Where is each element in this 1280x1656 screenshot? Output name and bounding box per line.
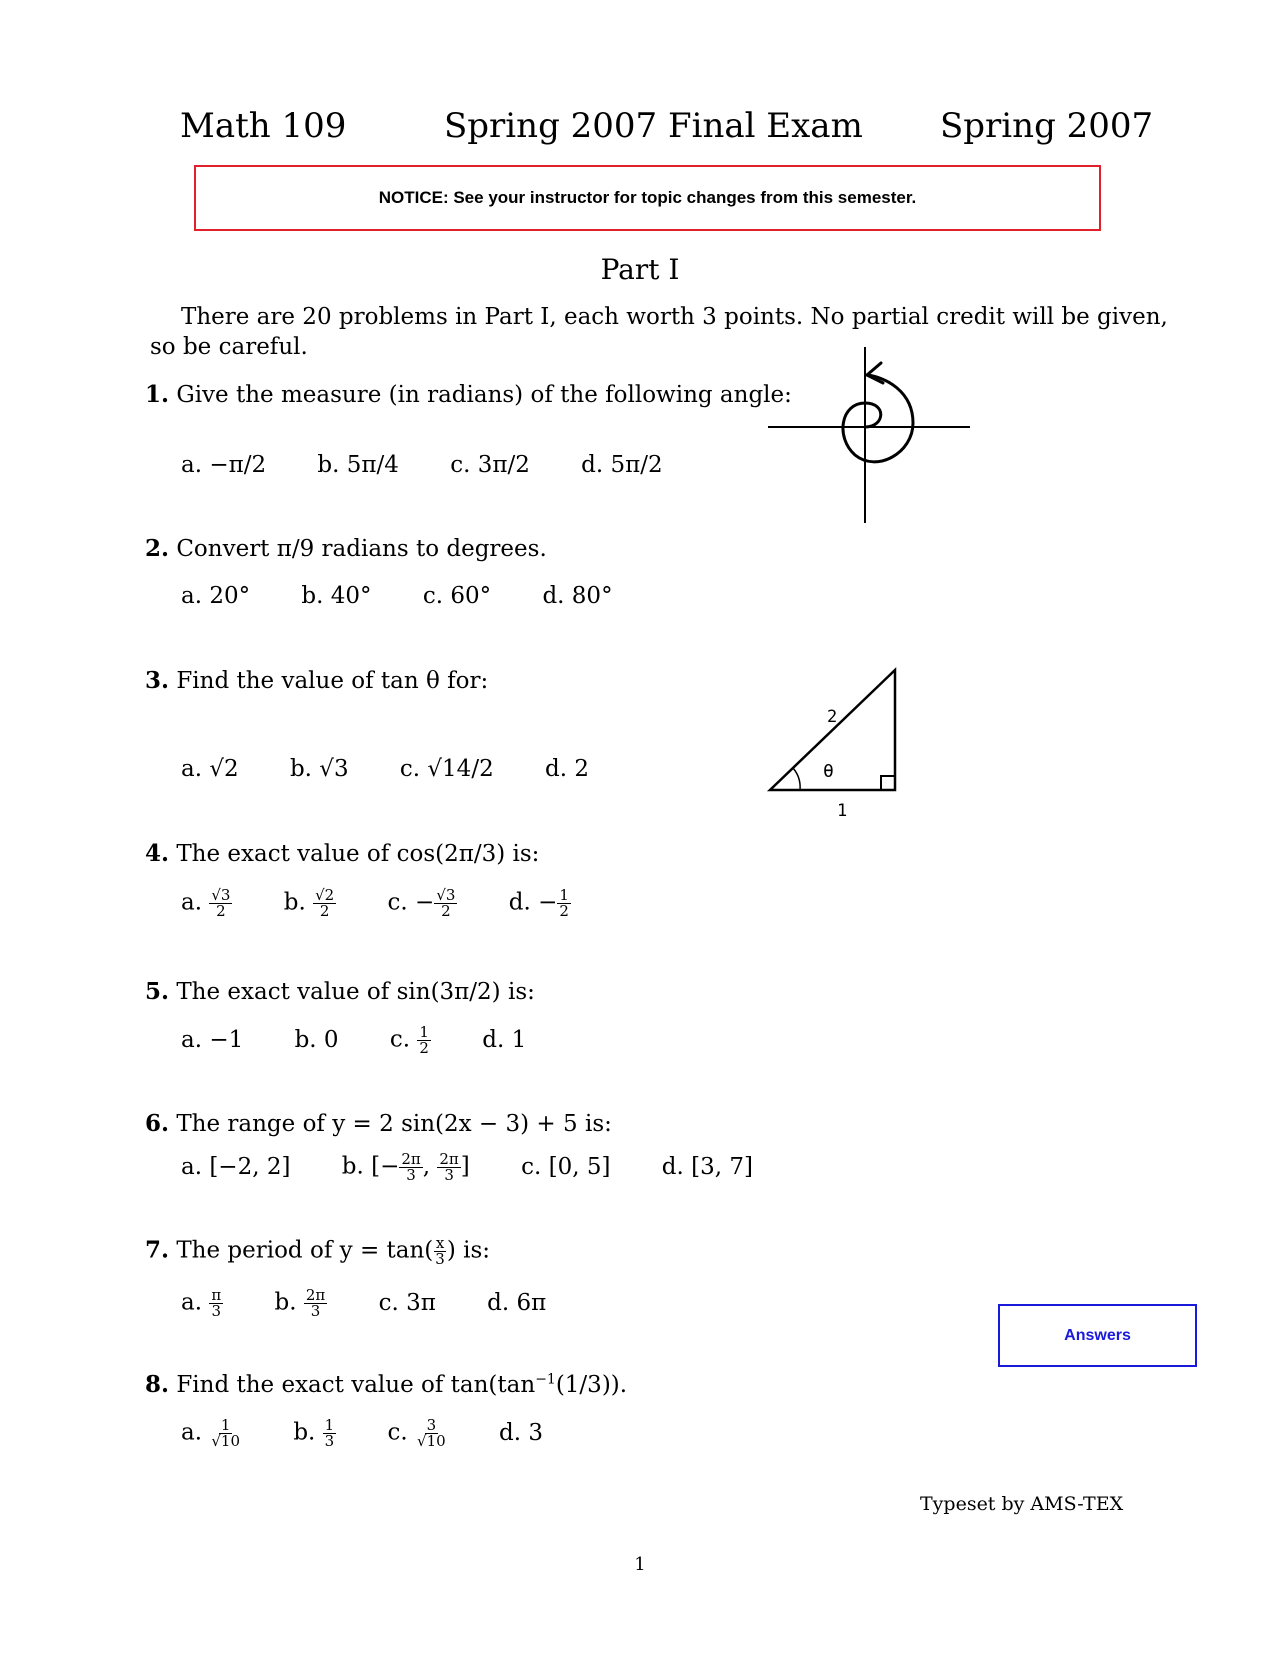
q4-a-denominator: 2 (216, 902, 226, 920)
q7-choice-c[interactable]: c. 3π (378, 1289, 436, 1316)
q4-choice-c[interactable] (388, 888, 458, 919)
q6-b-numerator-1: 2π (401, 1150, 421, 1168)
answers-button[interactable] (998, 1304, 1197, 1367)
q4-b-fraction (313, 888, 336, 919)
q3-choice-a[interactable]: a. √2 (181, 756, 239, 782)
q4-choice-b[interactable] (284, 888, 336, 919)
question-8-choices (181, 1418, 587, 1449)
q6-choice-c[interactable]: c. [0, 5] (521, 1153, 611, 1180)
question-7-choices (181, 1288, 590, 1319)
question-8-text-pre: Find the exact value of tan(tan (176, 1372, 536, 1398)
question-2 (145, 535, 547, 562)
q4-choice-a[interactable] (181, 888, 232, 919)
question-1-number: 1. (145, 381, 170, 408)
question-3-text: Find the value of tan θ for: (176, 668, 489, 694)
q7-b-label: b. (274, 1289, 297, 1316)
q4-b-label: b. (283, 889, 306, 916)
answers-button-label: Answers (1064, 1326, 1131, 1344)
q5-c-numerator: 1 (419, 1023, 429, 1041)
q4-c-label: c. − (387, 889, 435, 916)
q6-b-open: b. [− (341, 1153, 400, 1180)
q3-choice-d[interactable]: d. 2 (545, 756, 589, 782)
q7-choice-b[interactable] (275, 1288, 328, 1319)
question-4-choices (181, 888, 615, 919)
q8-a-label: a. (181, 1419, 203, 1446)
q7-b-denominator: 3 (310, 1302, 321, 1320)
q4-c-fraction (434, 888, 457, 919)
q6-b-fraction-1 (399, 1152, 422, 1183)
question-2-number: 2. (145, 535, 170, 562)
q7-a-denominator: 3 (211, 1302, 222, 1320)
question-4 (145, 840, 539, 867)
q7-a-label: a. (181, 1289, 203, 1316)
right-triangle-figure (765, 660, 915, 825)
q4-d-numerator: 1 (559, 886, 569, 904)
q2-choice-a[interactable]: a. 20° (181, 583, 251, 609)
question-8-number: 8. (145, 1371, 170, 1398)
question-3-number: 3. (145, 667, 170, 694)
q6-b-numerator-2: 2π (439, 1150, 459, 1168)
q8-a-denominator: √10 (211, 1432, 240, 1450)
question-5-number: 5. (145, 978, 170, 1005)
q8-b-denominator: 3 (324, 1432, 335, 1450)
q4-c-denominator: 2 (441, 902, 451, 920)
q8-c-label: c. (387, 1419, 408, 1446)
q5-choice-b[interactable]: b. 0 (294, 1026, 339, 1053)
q5-c-denominator: 2 (419, 1039, 429, 1057)
question-7-number: 7. (145, 1236, 170, 1264)
q2-choice-c[interactable]: c. 60° (422, 583, 492, 609)
q6-choice-b[interactable] (342, 1152, 470, 1183)
q5-choice-d[interactable]: d. 1 (482, 1026, 527, 1053)
q5-c-label: c. (389, 1026, 411, 1053)
q2-choice-d[interactable]: d. 80° (542, 583, 613, 609)
q8-b-fraction (323, 1418, 337, 1449)
part-title: Part I (600, 253, 680, 286)
q6-choice-a[interactable]: a. [−2, 2] (181, 1153, 291, 1180)
q6-b-denominator-2: 3 (444, 1166, 454, 1184)
q7-b-fraction (304, 1288, 327, 1319)
q5-choice-a[interactable]: a. −1 (181, 1026, 244, 1053)
q1-choice-b[interactable]: b. 5π/4 (317, 452, 399, 478)
question-7 (145, 1236, 490, 1267)
question-7-text-post: ) is: (446, 1237, 491, 1264)
triangle-hypotenuse-label: 2 (827, 707, 838, 727)
exam-term: Spring 2007 (940, 106, 1154, 146)
question-8-text-post: (1/3)). (555, 1372, 628, 1398)
q1-choice-c[interactable]: c. 3π/2 (450, 452, 530, 478)
notice-box (194, 165, 1101, 231)
q6-b-denominator-1: 3 (406, 1166, 416, 1184)
q4-c-numerator: √3 (436, 886, 456, 904)
question-6-choices (181, 1152, 797, 1183)
intro-line-2: so be careful. (150, 334, 308, 360)
q7-stem-denominator: 3 (435, 1250, 445, 1268)
triangle-base-label: 1 (837, 801, 848, 821)
question-8 (145, 1371, 627, 1398)
question-8-superscript: −1 (535, 1371, 556, 1388)
q8-a-numerator: 1 (220, 1416, 231, 1434)
question-1 (145, 381, 792, 408)
triangle-angle-label: θ (823, 761, 834, 782)
q3-choice-c[interactable]: c. √14/2 (399, 756, 494, 782)
q4-d-fraction (557, 888, 571, 919)
q8-b-label: b. (293, 1419, 316, 1446)
question-3 (145, 667, 488, 694)
q1-choice-a[interactable]: a. −π/2 (181, 452, 267, 478)
q4-d-label: d. − (508, 889, 558, 916)
q7-choice-a[interactable] (181, 1288, 223, 1319)
q8-c-fraction (415, 1418, 448, 1449)
page-number: 1 (634, 1554, 646, 1575)
q7-b-numerator: 2π (305, 1286, 326, 1304)
q4-b-numerator: √2 (315, 886, 335, 904)
question-2-choices (181, 583, 657, 609)
question-5-text: The exact value of sin(3π/2) is: (176, 979, 535, 1005)
q6-b-close: ] (460, 1153, 470, 1180)
typeset-credit: Typeset by AMS-TEX (920, 1493, 1124, 1515)
q5-choice-c[interactable] (390, 1025, 431, 1056)
q4-b-denominator: 2 (319, 902, 330, 920)
q4-a-fraction (209, 888, 232, 919)
question-6-number: 6. (145, 1110, 170, 1137)
q8-choice-a[interactable] (181, 1418, 242, 1449)
angle-spiral-figure (765, 345, 975, 525)
q2-choice-b[interactable]: b. 40° (301, 583, 372, 609)
question-3-choices (181, 756, 633, 782)
q1-choice-d[interactable]: d. 5π/2 (581, 452, 663, 478)
q7-stem-numerator: x (435, 1234, 445, 1252)
q8-c-numerator: 3 (426, 1416, 437, 1434)
q4-choice-d[interactable] (509, 888, 571, 919)
question-6 (145, 1110, 612, 1137)
q7-a-numerator: π (211, 1286, 222, 1304)
notice-text: NOTICE: See your instructor for topic changes from this semester. (378, 188, 917, 207)
question-1-choices (181, 452, 707, 478)
question-5-choices (181, 1025, 570, 1056)
q4-a-label: a. (181, 889, 203, 916)
q5-c-fraction (417, 1025, 431, 1056)
q6-b-fraction-2 (437, 1152, 460, 1183)
course-name: Math 109 (180, 106, 347, 146)
q8-choice-b[interactable] (293, 1418, 336, 1449)
question-7-text-pre: The period of y = tan( (176, 1237, 434, 1264)
q7-a-fraction (209, 1288, 223, 1319)
q7-stem-fraction (433, 1236, 447, 1267)
q4-d-denominator: 2 (559, 902, 569, 920)
intro-line-1: There are 20 problems in Part I, each worth 3 points. No partial credit will be given, (181, 304, 1168, 330)
question-4-number: 4. (145, 840, 170, 867)
q8-c-denominator: √10 (417, 1432, 446, 1450)
q8-choice-c[interactable] (388, 1418, 448, 1449)
q8-choice-d[interactable]: d. 3 (499, 1419, 543, 1446)
question-4-text: The exact value of cos(2π/3) is: (176, 841, 540, 867)
q7-choice-d[interactable]: d. 6π (487, 1289, 547, 1316)
q3-choice-b[interactable]: b. √3 (289, 756, 349, 782)
q4-a-numerator: √3 (211, 886, 231, 904)
exam-title: Spring 2007 Final Exam (444, 106, 863, 146)
question-5 (145, 978, 535, 1005)
question-6-text: The range of y = 2 sin(2x − 3) + 5 is: (176, 1111, 612, 1137)
q8-a-fraction (209, 1418, 242, 1449)
q8-b-numerator: 1 (324, 1416, 335, 1434)
question-2-text: Convert π/9 radians to degrees. (176, 536, 547, 562)
q6-b-comma: , (422, 1153, 431, 1180)
question-1-text: Give the measure (in radians) of the following angle: (176, 382, 792, 408)
q6-choice-d[interactable]: d. [3, 7] (661, 1153, 753, 1180)
